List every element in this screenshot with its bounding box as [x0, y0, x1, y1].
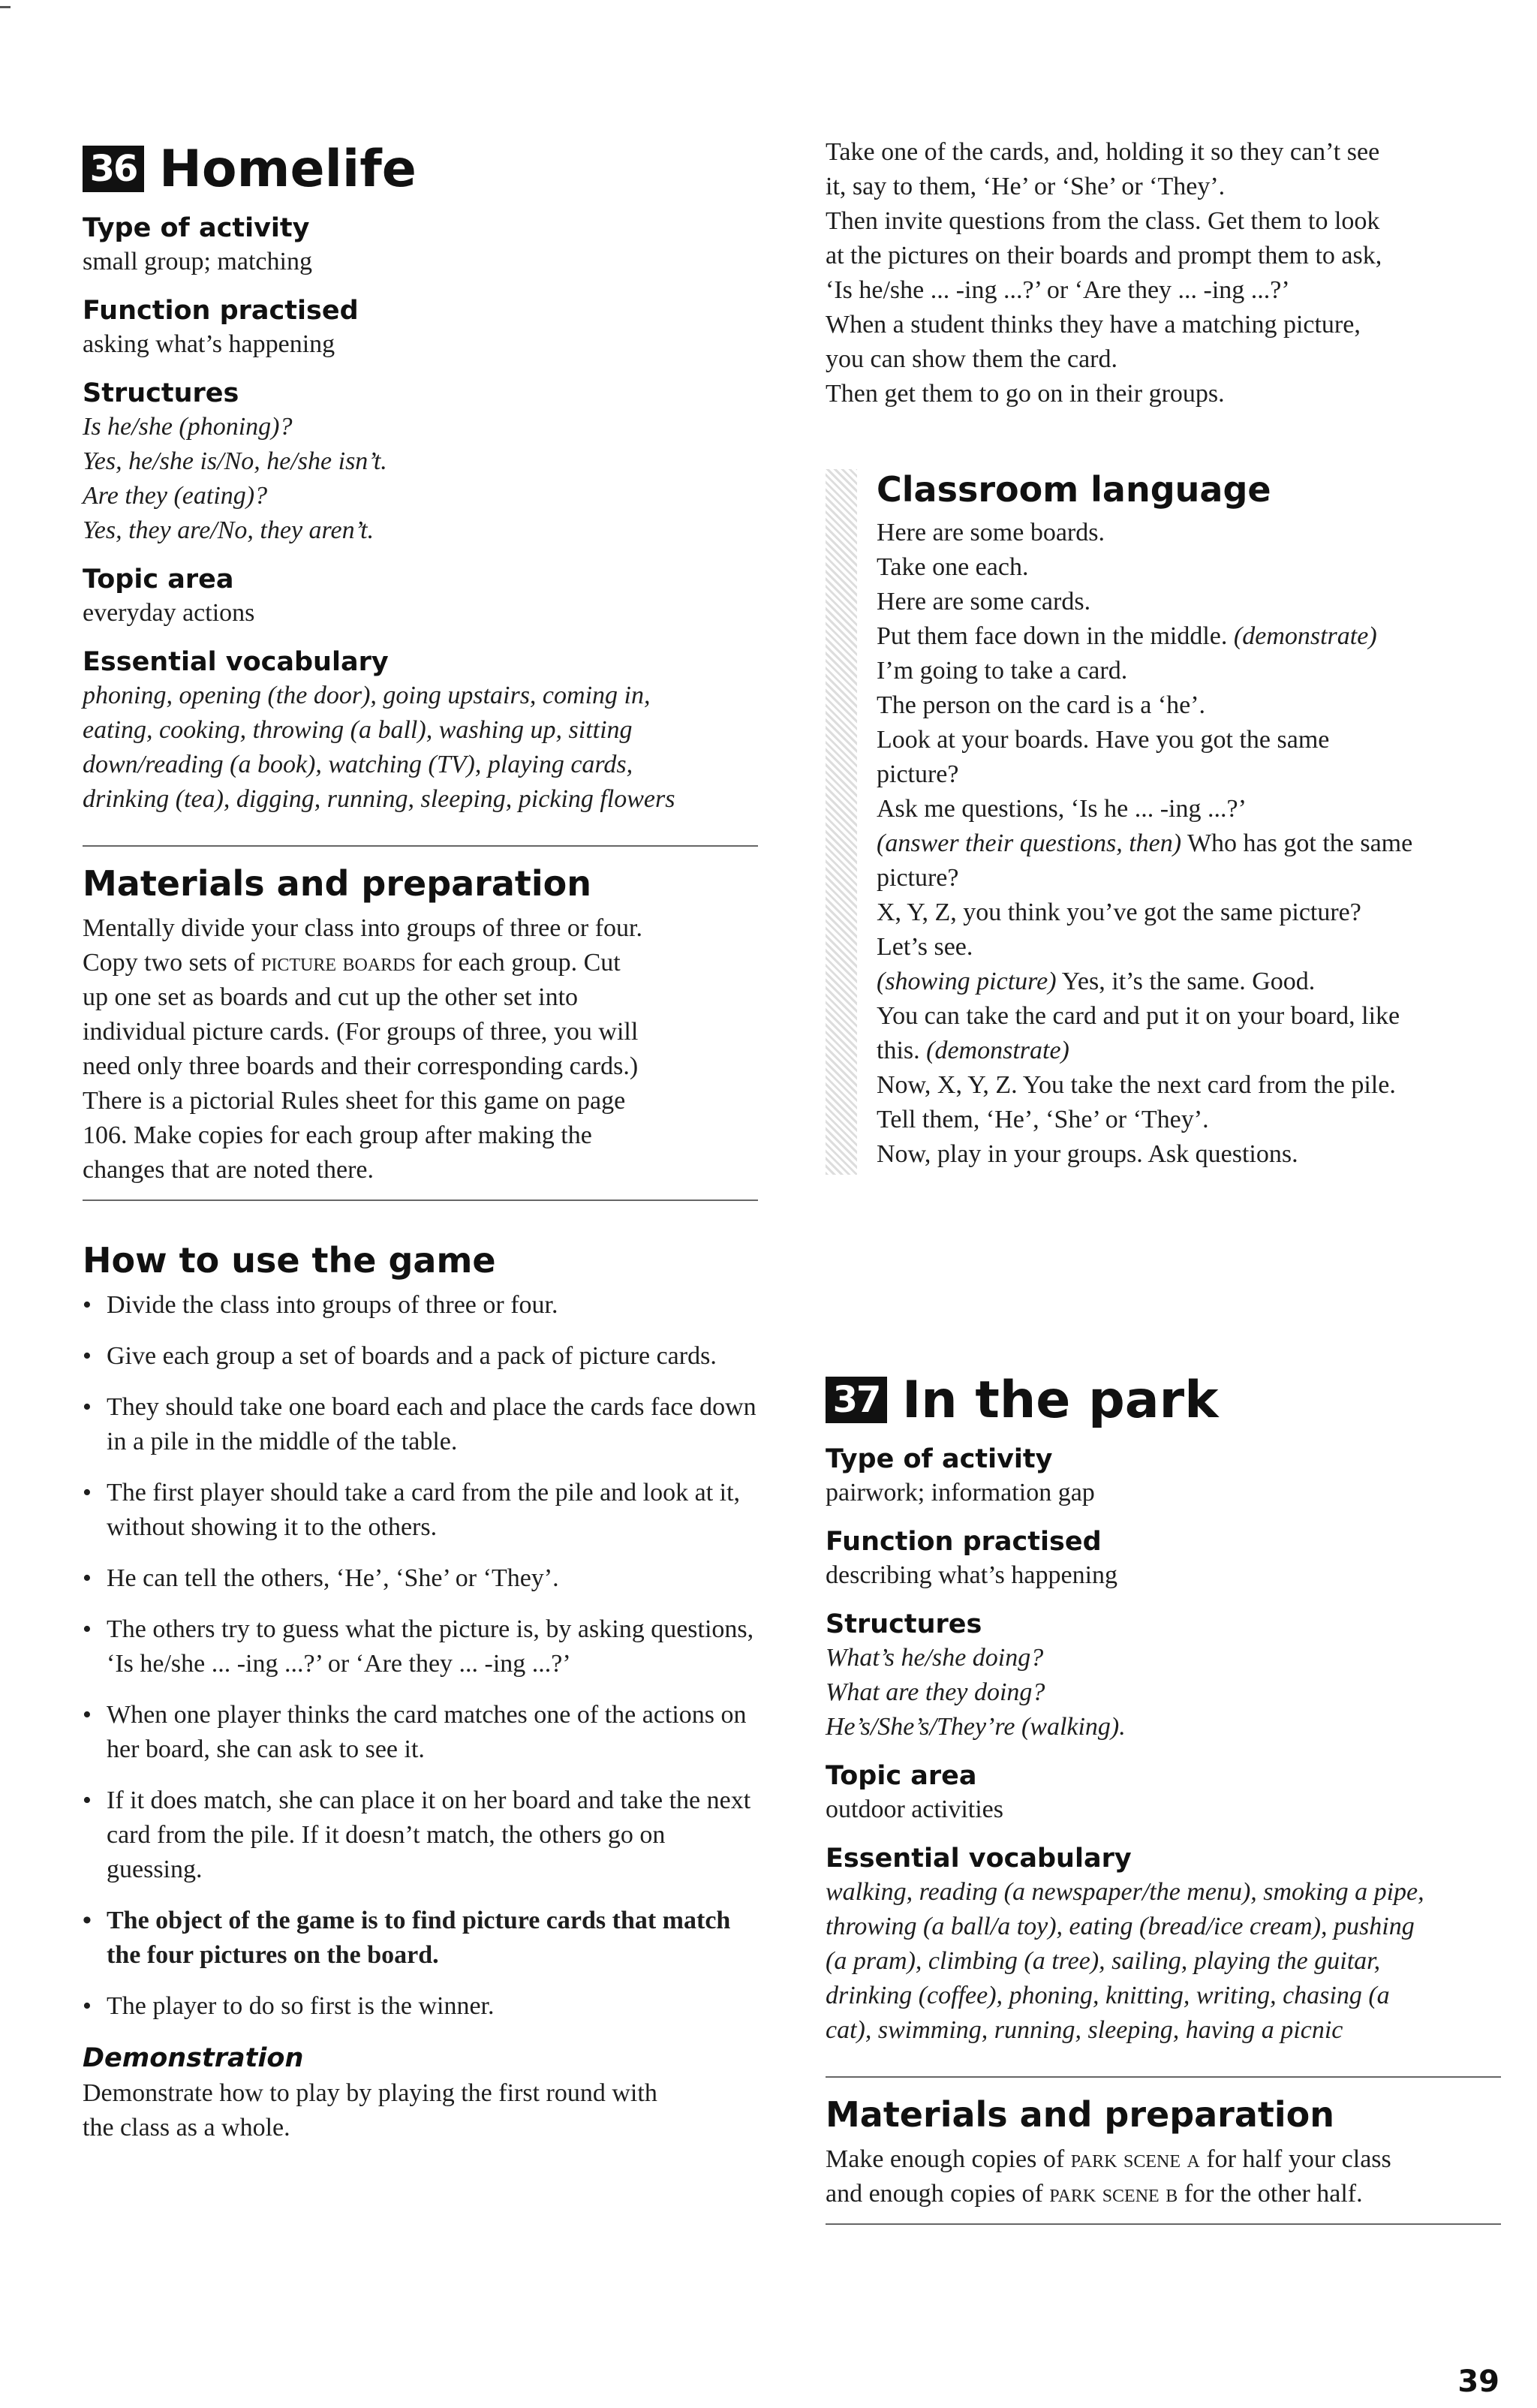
- text-run: There is a pictorial Rules sheet for this game on page: [83, 1087, 626, 1115]
- step-item: • Give each group a set of boards and a pack of picture cards.: [83, 1339, 758, 1374]
- activity-37-number-badge: 37: [826, 1377, 887, 1423]
- text-run: Now, X, Y, Z. You take the next card from the pile.: [877, 1071, 1396, 1099]
- text-run: picture?: [877, 760, 959, 788]
- intro-line: Then get them to go on in their groups.: [826, 380, 1225, 408]
- demonstration-line: Demonstrate how to play by playing the first round with: [83, 2079, 657, 2107]
- intro-line: ‘Is he/she ... -ing ...?’ or ‘Are they ... -ing ...?’: [826, 276, 1290, 304]
- classroom-line: [877, 861, 1501, 895]
- stage-direction: (demonstrate): [1233, 622, 1377, 650]
- classroom-line: [877, 619, 1501, 654]
- classroom-line: [877, 826, 1501, 861]
- structure-line: Yes, he/she is/No, he/she isn’t.: [83, 447, 387, 475]
- structures-label: Structures: [826, 1609, 982, 1639]
- topic-area-value: outdoor activities: [826, 1795, 1004, 1823]
- text-run: for each group. Cut: [415, 949, 621, 977]
- vocabulary-line: (a pram), climbing (a tree), sailing, playing the guitar,: [826, 1947, 1381, 1975]
- vocabulary-line: eating, cooking, throwing (a ball), washing up, sitting: [83, 716, 633, 744]
- materials-line: [83, 1118, 758, 1153]
- classroom-line: [877, 585, 1501, 619]
- text-run: 106. Make copies for each group after making the: [83, 1121, 592, 1149]
- text-run: picture?: [877, 864, 959, 892]
- step-item: • Divide the class into groups of three or four.: [83, 1288, 758, 1323]
- type-of-activity-value: small group; matching: [83, 248, 312, 275]
- stage-direction: (showing picture): [877, 968, 1057, 995]
- text-run: Take one each.: [877, 553, 1029, 581]
- text-run: Tell them, ‘He’, ‘She’ or ‘They’.: [877, 1106, 1209, 1133]
- how-to-use-heading: How to use the game: [83, 1240, 496, 1281]
- materials-line: [83, 1015, 758, 1049]
- activity-36-column: [83, 135, 758, 2145]
- text-run: for the other half.: [1178, 2180, 1363, 2208]
- text-run: need only three boards and their corresponding cards.): [83, 1052, 639, 1080]
- classroom-line: [877, 1137, 1501, 1172]
- function-practised-label: Function practised: [83, 296, 359, 326]
- essential-vocabulary-label: Essential vocabulary: [83, 647, 389, 677]
- text-run: changes that are noted there.: [83, 1156, 374, 1184]
- how-to-steps-list: [83, 1288, 758, 2024]
- classroom-line: [877, 723, 1501, 757]
- classroom-line: [877, 516, 1501, 550]
- text-run: Put them face down in the middle.: [877, 622, 1234, 650]
- intro-line: you can show them the card.: [826, 345, 1117, 373]
- topic-area-label: Topic area: [826, 1761, 977, 1791]
- text-run: Let’s see.: [877, 933, 973, 961]
- vocabulary-line: cat), swimming, running, sleeping, having a picnic: [826, 2016, 1343, 2044]
- classroom-line: [877, 1034, 1501, 1068]
- classroom-line: [877, 930, 1501, 965]
- topic-area-value: everyday actions: [83, 599, 255, 627]
- materials-line: [83, 1084, 758, 1118]
- intro-line: at the pictures on their boards and prompt them to ask,: [826, 242, 1382, 269]
- page-number: 39: [1457, 2364, 1499, 2399]
- demonstration-continued: [826, 135, 1501, 411]
- activity-36-title-text: Homelife: [159, 139, 417, 199]
- classroom-line: [877, 965, 1501, 999]
- type-of-activity-label: Type of activity: [826, 1444, 1053, 1474]
- materials-line: [826, 2142, 1501, 2177]
- step-item-key-objective: • The object of the game is to find picture cards that match the four pictures on the board.: [83, 1904, 758, 1973]
- classroom-line: [877, 550, 1501, 585]
- activity-37-column: [826, 1366, 1501, 2225]
- text-run: individual picture cards. (For groups of three, you will: [83, 1018, 639, 1046]
- scan-mark: [0, 6, 11, 8]
- classroom-line: [877, 757, 1501, 792]
- classroom-language-heading: Classroom language: [877, 469, 1271, 510]
- small-caps-run: park scene b: [1049, 2180, 1178, 2208]
- classroom-line: [877, 792, 1501, 826]
- stipple-border: [826, 469, 857, 1175]
- divider: [826, 2223, 1501, 2225]
- intro-line: it, say to them, ‘He’ or ‘She’ or ‘They’.: [826, 173, 1226, 200]
- function-practised-value: asking what’s happening: [83, 330, 335, 358]
- text-run: X, Y, Z, you think you’ve got the same picture?: [877, 898, 1361, 926]
- text-run: The person on the card is a ‘he’.: [877, 691, 1206, 719]
- text-run: Mentally divide your class into groups of three or four.: [83, 914, 642, 942]
- text-run: Here are some boards.: [877, 519, 1105, 546]
- structure-line: Is he/she (phoning)?: [83, 413, 293, 441]
- text-run: Here are some cards.: [877, 588, 1091, 616]
- materials-line: [826, 2177, 1501, 2211]
- text-run: Who has got the same: [1181, 829, 1413, 857]
- vocabulary-line: throwing (a ball/a toy), eating (bread/ice cream), pushing: [826, 1913, 1415, 1940]
- structure-line: What are they doing?: [826, 1678, 1045, 1706]
- type-of-activity-label: Type of activity: [83, 213, 310, 243]
- function-practised-label: Function practised: [826, 1527, 1102, 1557]
- step-item: • When one player thinks the card matches one of the actions on her board, she can ask to see it.: [83, 1698, 758, 1767]
- activity-37-title: [826, 1366, 1501, 1434]
- materials-line: [83, 1153, 758, 1187]
- stage-direction: (demonstrate): [926, 1037, 1069, 1064]
- small-caps-run: park scene a: [1070, 2145, 1200, 2173]
- materials-text: [83, 911, 758, 1187]
- text-run: for half your class: [1199, 2145, 1391, 2173]
- step-item: • The others try to guess what the picture is, by asking questions, ‘Is he/she ... -ing ...?’ or ‘Are they ... -ing ...?’: [83, 1612, 758, 1681]
- text-run: You can take the card and put it on your board, like: [877, 1002, 1400, 1030]
- small-caps-run: picture boards: [261, 949, 416, 977]
- text-run: this.: [877, 1037, 927, 1064]
- text-run: Ask me questions, ‘Is he ... -ing ...?’: [877, 795, 1247, 823]
- demonstration-line: the class as a whole.: [83, 2114, 290, 2142]
- stage-direction: (answer their questions, then): [877, 829, 1182, 857]
- materials-line: [83, 946, 758, 980]
- text-run: up one set as boards and cut up the other set into: [83, 983, 579, 1011]
- materials-line: [83, 980, 758, 1015]
- vocabulary-line: drinking (coffee), phoning, knitting, writing, chasing (a: [826, 1982, 1390, 2009]
- text-run: Copy two sets of: [83, 949, 261, 977]
- type-of-activity-value: pairwork; information gap: [826, 1479, 1095, 1507]
- divider: [83, 845, 758, 847]
- intro-line: Then invite questions from the class. Get them to look: [826, 207, 1380, 235]
- vocabulary-line: phoning, opening (the door), going upstairs, coming in,: [83, 682, 651, 709]
- divider: [826, 2076, 1501, 2078]
- intro-line: Take one of the cards, and, holding it so they can’t see: [826, 138, 1380, 166]
- vocabulary-line: drinking (tea), digging, running, sleeping, picking flowers: [83, 785, 675, 813]
- materials-line: [83, 1049, 758, 1084]
- step-item: • He can tell the others, ‘He’, ‘She’ or ‘They’.: [83, 1561, 758, 1596]
- structure-line: He’s/She’s/They’re (walking).: [826, 1713, 1126, 1741]
- classroom-line: [877, 999, 1501, 1034]
- structure-line: What’s he/she doing?: [826, 1644, 1044, 1672]
- classroom-line: [877, 1068, 1501, 1103]
- step-item: • They should take one board each and place the cards face down in a pile in the middle of the table.: [83, 1390, 758, 1459]
- structure-line: Yes, they are/No, they aren’t.: [83, 516, 374, 544]
- step-item: • The player to do so first is the winner.: [83, 1989, 758, 2024]
- structure-line: Are they (eating)?: [83, 482, 268, 510]
- text-run: Make enough copies of: [826, 2145, 1071, 2173]
- topic-area-label: Topic area: [83, 564, 234, 594]
- step-item: • If it does match, she can place it on her board and take the next card from the pile. If it doesn’t match, the others go on guessing.: [83, 1783, 758, 1887]
- essential-vocabulary-label: Essential vocabulary: [826, 1844, 1132, 1874]
- activity-36-number-badge: 36: [83, 146, 144, 192]
- vocabulary-line: down/reading (a book), watching (TV), playing cards,: [83, 751, 633, 778]
- activity-36-title: [83, 135, 758, 203]
- intro-line: When a student thinks they have a matching picture,: [826, 311, 1361, 339]
- materials-line: [83, 911, 758, 946]
- text-run: Look at your boards. Have you got the same: [877, 726, 1330, 754]
- text-run: Yes, it’s the same. Good.: [1056, 968, 1316, 995]
- materials-heading: Materials and preparation: [826, 2094, 1335, 2135]
- classroom-language-box: [826, 469, 1501, 1172]
- text-run: Now, play in your groups. Ask questions.: [877, 1140, 1298, 1168]
- text-run: and enough copies of: [826, 2180, 1050, 2208]
- activity-37-title-text: In the park: [902, 1370, 1219, 1430]
- divider: [83, 1199, 758, 1201]
- classroom-line: [877, 654, 1501, 688]
- classroom-line: [877, 895, 1501, 930]
- vocabulary-line: walking, reading (a newspaper/the menu), smoking a pipe,: [826, 1878, 1424, 1906]
- demonstration-heading: Demonstration: [83, 2043, 304, 2073]
- function-practised-value: describing what’s happening: [826, 1561, 1118, 1589]
- classroom-line: [877, 1103, 1501, 1137]
- text-run: I’m going to take a card.: [877, 657, 1128, 685]
- structures-label: Structures: [83, 378, 239, 408]
- classroom-line: [877, 688, 1501, 723]
- materials-heading: Materials and preparation: [83, 863, 592, 904]
- step-item: • The first player should take a card from the pile and look at it, without showing it to the others.: [83, 1476, 758, 1545]
